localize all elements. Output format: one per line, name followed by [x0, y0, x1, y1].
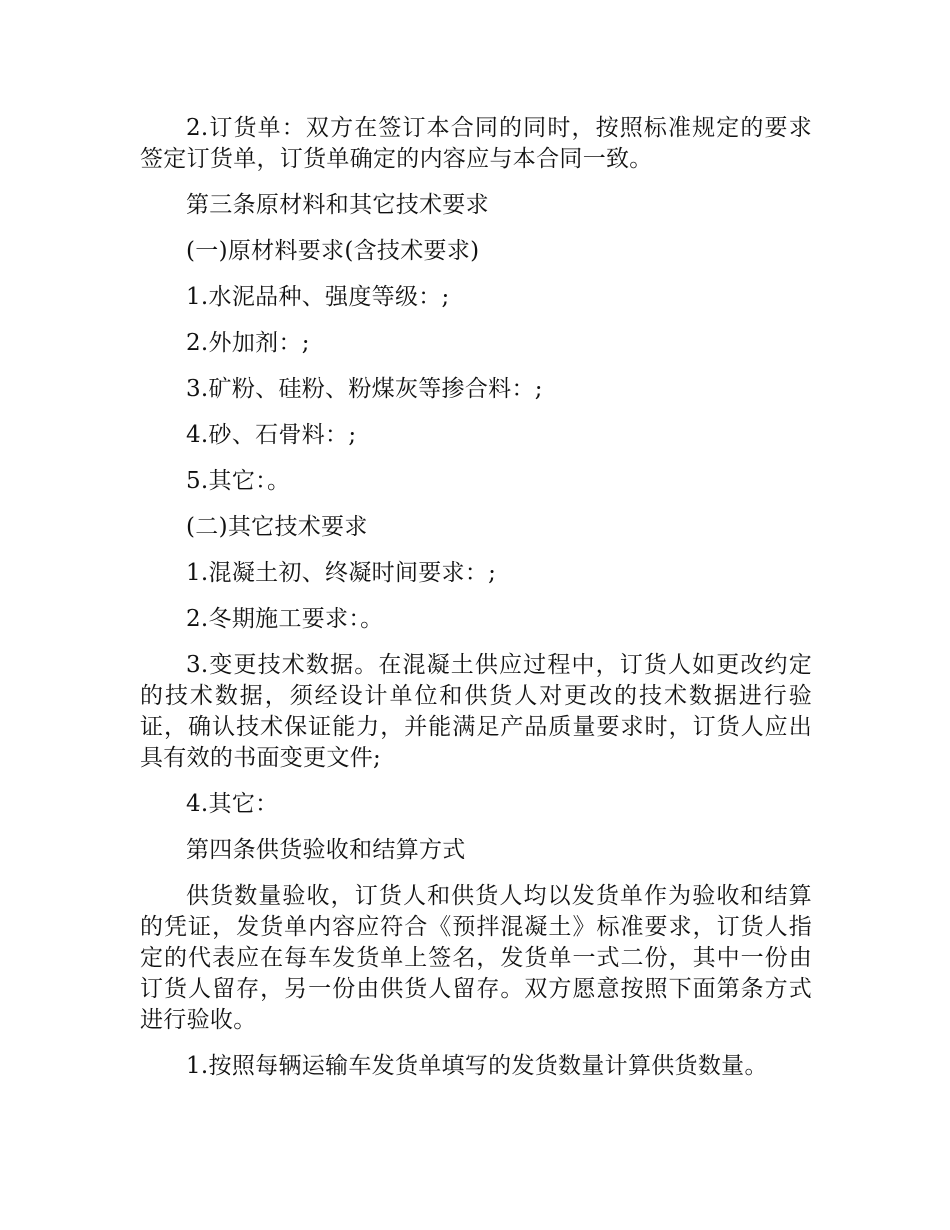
item-mineral-additives: 3.矿粉、硅粉、粉煤灰等掺合料：;	[186, 376, 543, 402]
heading-article-4: 第四条供货验收和结算方式	[186, 837, 466, 863]
item-winter-construction: 2.冬期施工要求：。	[186, 606, 384, 632]
item-cement: 1.水泥品种、强度等级：;	[186, 284, 450, 310]
item-setting-time: 1.混凝土初、终凝时间要求：;	[186, 560, 497, 586]
item-change-tech-data: 3.变更技术数据。在混凝土供应过程中，订货人如更改约定的技术数据，须经设计单位和供货人对更改的技术数据进行验证，确认技术保证能力，并能满足产品质量要求时，订货人应出具有效的书面变更文件;	[140, 652, 812, 771]
item-other-materials: 5.其它：。	[186, 468, 291, 494]
item-quantity-calculation: 1.按照每辆运输车发货单填写的发货数量计算供货数量。	[186, 1053, 768, 1079]
heading-article-3: 第三条原材料和其它技术要求	[186, 192, 489, 218]
item-other-tech: 4.其它：	[186, 791, 279, 817]
subheading-other-tech: (二)其它技术要求	[186, 514, 368, 540]
item-aggregate: 4.砂、石骨料：;	[186, 422, 357, 448]
subheading-raw-materials: (一)原材料要求(含技术要求)	[186, 238, 480, 264]
paragraph-acceptance: 供货数量验收，订货人和供货人均以发货单作为验收和结算的凭证，发货单内容应符合《预拌混凝土》标准要求，订货人指定的代表应在每车发货单上签名，发货单一式二份，其中一份由订货人留存，另一份由供货人留存。双方愿意按照下面第条方式进行验收。	[140, 883, 812, 1033]
paragraph-order-form: 2.订货单：双方在签订本合同的同时，按照标准规定的要求签定订货单，订货单确定的内容应与本合同一致。	[140, 115, 812, 172]
document-page	[140, 113, 812, 1097]
item-admixture: 2.外加剂：;	[186, 330, 310, 356]
